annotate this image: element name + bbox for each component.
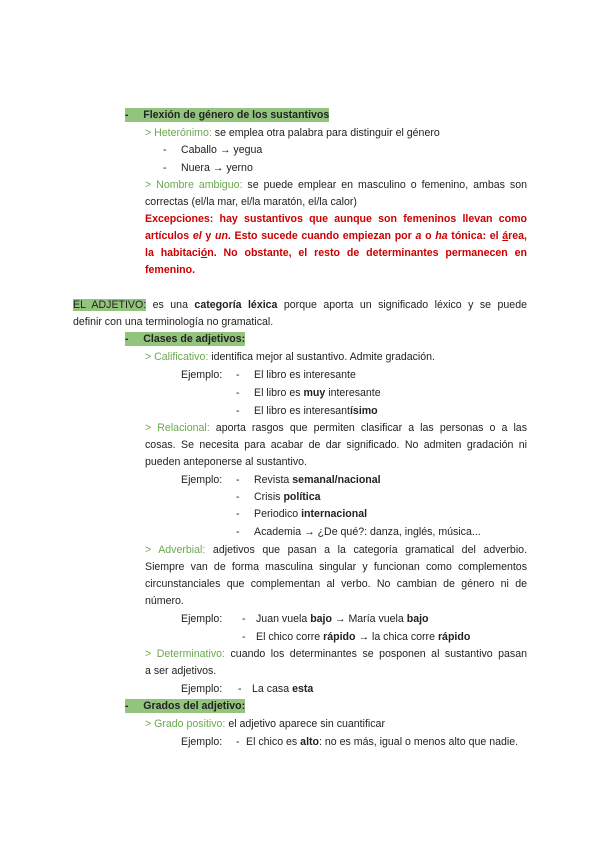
excepciones-line-4: femenino. [145,264,196,276]
determinativo-text: cuando los determinantes se posponen al sustantivo pasan [225,648,527,660]
ex-text: Revista [254,474,293,486]
excepciones-line-2 [145,229,527,243]
heading-text: Clases de adjetivos: [143,333,246,345]
section-heading-grados [125,699,245,713]
relacional-line-2: cosas. Se necesita para acabar de dar significado. No admiten gradación ni [145,439,527,451]
exc-el: el [192,230,202,242]
list-dash: - [236,491,240,503]
exc-text: rea, [508,230,527,242]
ex-bold: semanal/nacional [292,474,381,486]
excepciones-line-3 [145,246,527,260]
exc-text: o [421,230,436,242]
adverbial-line-3: circunstanciales que complementan al verbo. No cambian de género ni de [145,578,527,590]
ejemplo-label: Ejemplo: [181,736,223,748]
rel-example-1 [254,473,381,487]
ex-text: : no es más, igual o menos alto que nadie. [319,736,519,748]
exc-o-accent: ó [200,247,208,259]
ex-text: La casa [252,683,293,695]
intro-text: porque aporta un significado léxico y se puede [277,299,527,311]
heteronimo-text: se emplea otra palabra para distinguir el género [211,127,440,139]
adverbial-text: adjetivos que pasan a la categoría gramatical del adverbio. [205,544,528,556]
det-example [252,682,313,696]
exc-area-accent: á [502,230,509,242]
ambiguo-label: > Nombre ambiguo: [145,179,243,191]
ejemplo-label: Ejemplo: [181,613,223,625]
ex-text: El libro es interesant [254,405,350,417]
ejemplo-label: Ejemplo: [181,683,223,695]
ex-bold: rápido [437,631,471,643]
ex-text: Juan vuela [256,613,311,625]
ex-text: El libro es [254,387,304,399]
grado-positivo-label: > Grado positivo: [145,718,226,730]
calificativo-text: identifica mejor al sustantivo. Admite gradación. [208,351,436,363]
exc-text: tónica: el [447,230,503,242]
ex-text: → María vuela [331,613,407,625]
adverbial-line-2: Siempre van de forma masculina singular y funcionan como complementos [145,561,527,573]
heteronimo-line [145,126,440,140]
rel-example-2 [254,490,321,504]
ex-bold: muy [303,387,326,399]
grado-positivo-line [145,717,385,731]
calif-example-1: El libro es interesante [254,369,356,381]
determinativo-line-2: a ser adjetivos. [145,665,217,677]
calif-example-3 [254,404,378,418]
exc-a: a [415,230,422,242]
list-dash: - [163,162,167,174]
list-dash: - [242,613,246,625]
ambiguo-text: se puede emplear en masculino o femenino, ambas son [242,179,527,191]
ex-text: → la chica corre [355,631,438,643]
adjetivo-intro-line-2: definir con una terminología no gramatical. [73,316,274,328]
section-heading-flexion [125,108,329,122]
list-dash: - [163,144,167,156]
exc-un: un [214,230,228,242]
excepciones-line-1: Excepciones: hay sustantivos que aunque son femeninos llevan como [145,213,527,225]
ex-bold: ísimo [349,405,378,417]
ex-bold: internacional [301,508,368,520]
ex-bold: política [283,491,321,503]
relacional-line-3: pueden anteponerse al sustantivo. [145,456,307,468]
bullet-dash: - [125,109,129,121]
list-dash: - [236,526,240,538]
section-heading-clases [125,332,245,346]
ejemplo-label: Ejemplo: [181,474,223,486]
relacional-text: aporta rasgos que permiten clasificar a las personas o a las [209,422,527,434]
heading-text: Flexión de género de los sustantivos [143,109,330,121]
determinativo-line-1 [145,647,527,661]
relacional-label: > Relacional: [145,422,210,434]
determinativo-label: > Determinativo: [145,648,225,660]
bullet-dash: - [125,333,129,345]
heteronimo-label: > Heterónimo: [145,127,212,139]
list-dash: - [236,387,240,399]
exc-text: n. No obstante, el resto de determinantes permanecen en [207,247,528,259]
ambiguo-line-2: correctas (el/la mar, el/la maratón, el/la calor) [145,196,357,208]
ex-bold: alto [300,736,320,748]
intro-bold: categoría léxica [194,299,278,311]
exc-text: la habitaci [145,247,201,259]
example-caballo: Caballo → yegua [181,144,263,156]
rel-example-4: Academia → ¿De qué?: danza, inglés, música... [254,526,481,538]
ex-text: Periodico [254,508,302,520]
calificativo-line [145,350,435,364]
relacional-line-1 [145,421,527,435]
pos-example [246,735,518,749]
list-dash: - [236,736,240,748]
list-dash: - [238,683,242,695]
ex-bold: esta [292,683,314,695]
exc-ha: ha [435,230,448,242]
ex-bold: bajo [406,613,429,625]
calif-example-2 [254,386,381,400]
list-dash: - [242,631,246,643]
ex-text: El chico es [246,736,301,748]
ex-bold: rápido [323,631,356,643]
adjetivo-intro-line-1 [73,298,527,312]
intro-text: es una [146,299,195,311]
ex-text: interesante [325,387,381,399]
exc-text: y [201,230,215,242]
calificativo-label: > Calificativo: [145,351,209,363]
heading-text: Grados del adjetivo: [143,700,246,712]
ejemplo-label: Ejemplo: [181,369,223,381]
exc-text: . Esto sucede cuando empiezan por [227,230,416,242]
list-dash: - [236,474,240,486]
adverbial-label: > Adverbial: [145,544,206,556]
list-dash: - [236,405,240,417]
list-dash: - [236,369,240,381]
adv-example-1 [256,612,429,626]
adverbial-line-4: número. [145,595,184,607]
ex-bold: bajo [310,613,332,625]
exc-text: artículos [145,230,193,242]
grado-positivo-text: el adjetivo aparece sin cuantificar [225,718,385,730]
ex-text: Crisis [254,491,284,503]
list-dash: - [236,508,240,520]
adv-example-2 [256,630,470,644]
ambiguo-line [145,178,527,192]
ex-text: El chico corre [256,631,324,643]
rel-example-3 [254,507,367,521]
adjetivo-title: EL ADJETIVO: [73,299,147,311]
bullet-dash: - [125,700,129,712]
adverbial-line-1 [145,543,527,557]
example-nuera: Nuera → yerno [181,162,253,174]
